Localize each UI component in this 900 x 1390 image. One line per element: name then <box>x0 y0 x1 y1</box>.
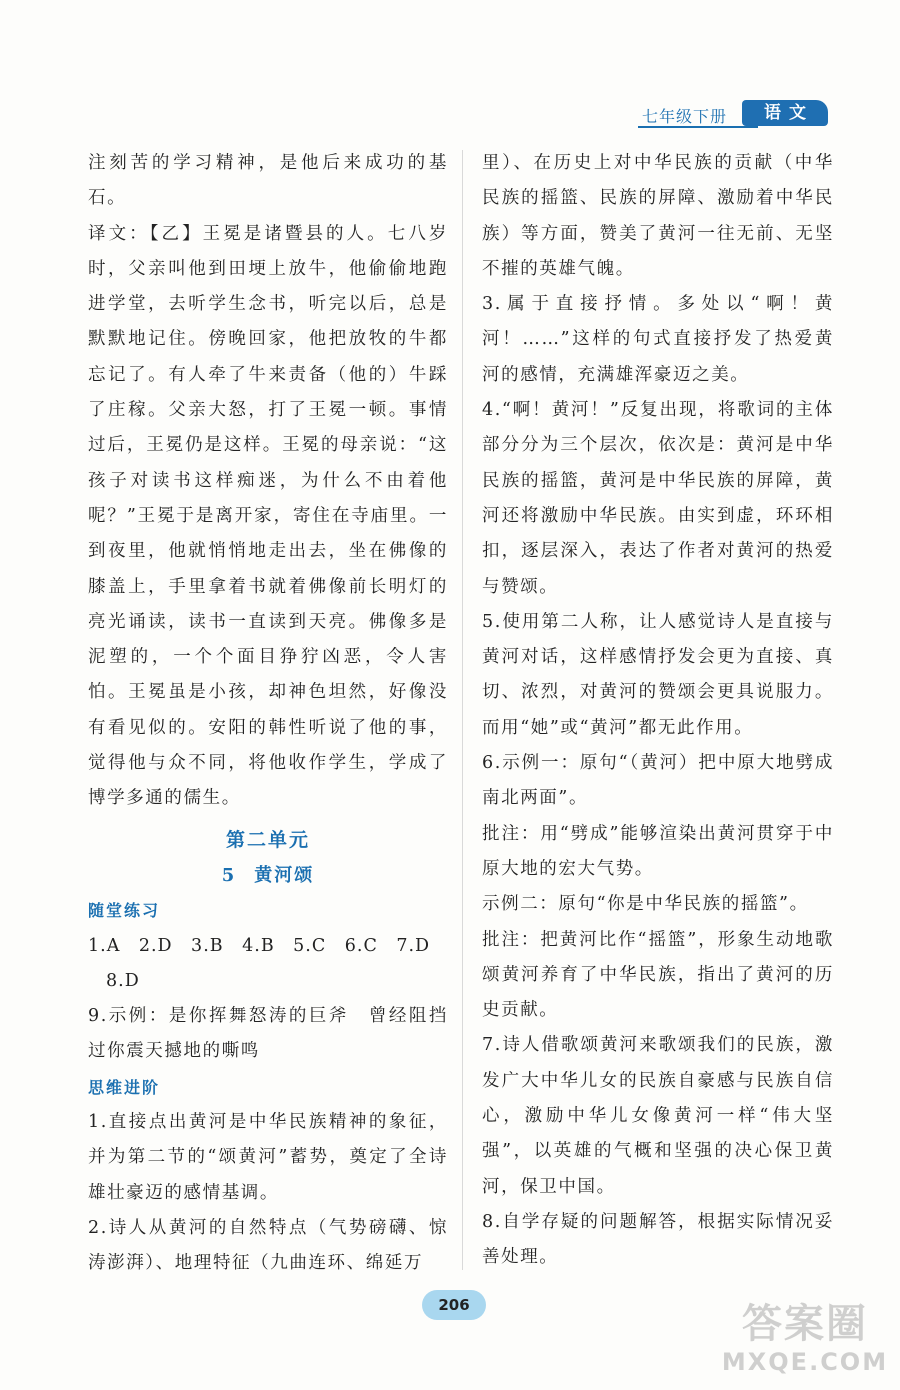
lesson-title <box>88 858 448 893</box>
answer-list <box>88 929 448 1000</box>
translation-paragraph: 译文：【乙】王冕是诸暨县的人。七八岁时，父亲叫他到田埂上放牛，他偷偷地跑进学堂，去听学生念书，听完以后，总是默默地记住。傍晚回家，他把放牧的牛都忘记了。有人牵了牛来责备（他的）牛踩了庄稼。父亲大怒，打了王冕一顿。事情过后，王冕仍是这样。王冕的母亲说：“这孩子对读书这样痴迷，为什么不由着他呢？”王冕于是离开家，寄住在寺庙里。一到夜里，他就悄悄地走出去，坐在佛像的膝盖上，手里拿着书就着佛像前长明灯的亮光诵读，读书一直读到天亮。佛像多是泥塑的，一个个面目狰狞凶恶，令人害怕。王冕虽是小孩，却神色坦然，好像没有看见似的。安阳的韩性听说了他的事，觉得他与众不同，将他收作学生，学成了博学多通的儒生。 <box>88 223 448 809</box>
watermark-text-en: MXQE.COM <box>721 1348 889 1376</box>
thinking-answer-7: 7.诗人借歌颂黄河来歌颂我们的民族，激发广大中华儿女的民族自豪感与民族自信心，激励中华儿女像黄河一样“伟大坚强”，以英雄的气概和坚强的决心保卫黄河，保卫中国。 <box>482 1035 834 1197</box>
thinking-answer-6-note-1: 批注：用“劈成”能够渲染出黄河贯穿于中原大地的宏大气势。 <box>482 823 834 879</box>
thinking-answer-6-example-2: 示例二：原句“你是中华民族的摇篮”。 <box>482 894 809 915</box>
right-column <box>482 146 834 1276</box>
subject-badge: 语文 <box>742 100 828 126</box>
lesson-name: 黄河颂 <box>254 864 315 886</box>
section-heading-practice: 随堂练习 <box>88 901 161 921</box>
answers-line-2: 8.D <box>106 970 140 991</box>
header-rule <box>638 126 758 128</box>
watermark <box>716 1300 894 1386</box>
paragraph-continuation: 注刻苦的学习精神，是他后来成功的基石。 <box>88 153 448 209</box>
thinking-answer-5: 5.使用第二人称，让人感觉诗人是直接与黄河对话，这样感情抒发会更为直接、真切、浓烈，对黄河的赞颂会更具说服力。而用“她”或“黄河”都无此作用。 <box>482 611 834 738</box>
thinking-answer-6-note-2: 批注：把黄河比作“摇篮”，形象生动地歌颂黄河养育了中华民族，指出了黄河的历史贡献。 <box>482 929 834 1021</box>
page-number: 206 <box>422 1290 486 1320</box>
thinking-answer-3: 3.属于直接抒情。多处以“啊！黄河！……”这样的句式直接抒发了热爱黄河的感情，充满雄浑豪迈之美。 <box>482 294 834 385</box>
column-divider <box>462 150 463 1270</box>
thinking-answer-8: 8.自学存疑的问题解答，根据实际情况妥善处理。 <box>482 1211 834 1268</box>
left-column <box>88 146 448 1282</box>
lesson-number: 5 <box>221 864 237 886</box>
section-heading-thinking: 思维进阶 <box>88 1077 161 1097</box>
unit-title: 第二单元 <box>225 828 310 851</box>
watermark-text-cn: 答案圈 <box>742 1301 868 1347</box>
grade-label: 七年级下册 <box>642 107 728 126</box>
page-header <box>630 100 830 134</box>
thinking-answer-2: 2.诗人从黄河的自然特点（气势磅礴、惊涛澎湃）、地理特征（九曲连环、绵延万 <box>88 1217 448 1274</box>
thinking-answer-1: 1.直接点出黄河是中华民族精神的象征，并为第二节的“颂黄河”蓄势，奠定了全诗雄壮豪迈的感情基调。 <box>88 1112 448 1203</box>
answers-line-1: 1.A 2.D 3.B 4.B 5.C 6.C 7.D <box>88 935 431 956</box>
answer-9: 9.示例：是你挥舞怒涛的巨斧 曾经阻挡过你震天撼地的嘶鸣 <box>88 1006 448 1062</box>
thinking-answer-4: 4.“啊！黄河！”反复出现，将歌词的主体部分分为三个层次，依次是：黄河是中华民族的摇篮，黄河是中华民族的屏障，黄河还将激励中华民族。由实到虚，环环相扣，逐层深入，表达了作者对黄河的热爱与赞颂。 <box>482 400 834 597</box>
thinking-answer-6-example-1: 6.示例一：原句“（黄河）把中原大地劈成南北两面”。 <box>482 753 834 809</box>
thinking-answer-2-continued: 里）、在历史上对中华民族的贡献（中华民族的摇篮、民族的屏障、激励着中华民族）等方面，赞美了黄河一往无前、无坚不摧的英雄气魄。 <box>482 153 834 279</box>
